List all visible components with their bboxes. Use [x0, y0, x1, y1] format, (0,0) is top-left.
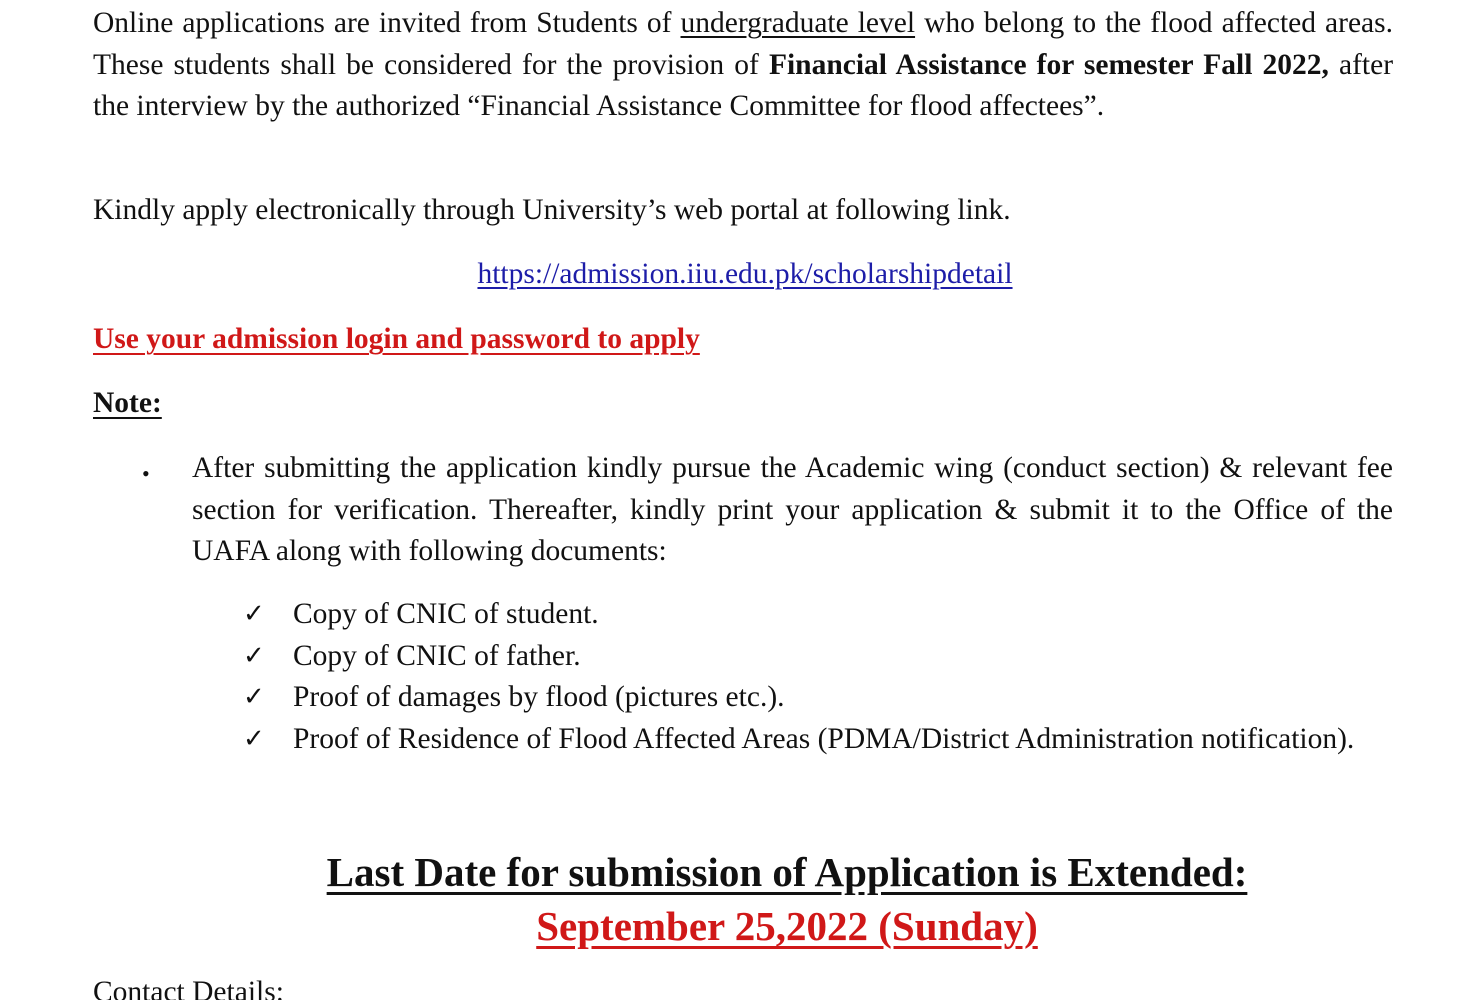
deadline-title: Last Date for submission of Application is Extended:: [326, 849, 1248, 895]
bullet-icon: •: [142, 461, 150, 486]
intro-text-1: Online applications are invited from Students of: [93, 7, 672, 39]
intro-text-3: after the interview by the authorized “Financial Assistance Committee for flood affectees”.: [93, 48, 1394, 122]
document-item-text: Copy of CNIC of father.: [293, 639, 581, 672]
document-item-text: Proof of Residence of Flood Affected Areas (PDMA/District Administration notification).: [293, 722, 1355, 755]
list-item: [243, 594, 1393, 636]
checkmark-icon: ✓: [243, 599, 265, 629]
deadline-date: September 25,2022 (Sunday): [536, 903, 1038, 949]
document-item-text: Proof of damages by flood (pictures etc.).: [293, 681, 785, 713]
note-bullet-text: After submitting the application kindly pursue the Academic wing (conduct section) & relevant fee section for verification. Thereafter, kindly print your application & submit it to the Office of the UAFA along with following documents:: [192, 452, 1393, 567]
notice-document: [93, 0, 1393, 1000]
portal-link[interactable]: https://admission.iiu.edu.pk/scholarshipdetail: [477, 258, 1013, 290]
portal-link-line: [93, 254, 1393, 296]
list-item: [243, 719, 1393, 761]
intro-text-2: who belong to the flood affected areas. These students shall be considered for the provision of: [93, 7, 1393, 81]
contact-heading: Contact Details:: [93, 976, 284, 1000]
login-note: Use your admission login and password to apply: [93, 323, 700, 355]
financial-assistance-text: Financial Assistance for semester Fall 2022,: [768, 48, 1329, 81]
intro-paragraph: [93, 3, 1393, 128]
note-heading: Note:: [93, 387, 162, 419]
checkmark-icon: ✓: [243, 723, 265, 754]
checkmark-icon: ✓: [243, 682, 265, 712]
list-item: [243, 636, 1393, 678]
documents-list: [243, 594, 1393, 760]
checkmark-icon: ✓: [243, 640, 265, 671]
list-item: [243, 677, 1393, 719]
apply-instruction: Kindly apply electronically through University’s web portal at following link.: [93, 194, 1011, 226]
document-item-text: Copy of CNIC of student.: [293, 598, 599, 630]
undergraduate-level-text: undergraduate level: [680, 7, 916, 39]
